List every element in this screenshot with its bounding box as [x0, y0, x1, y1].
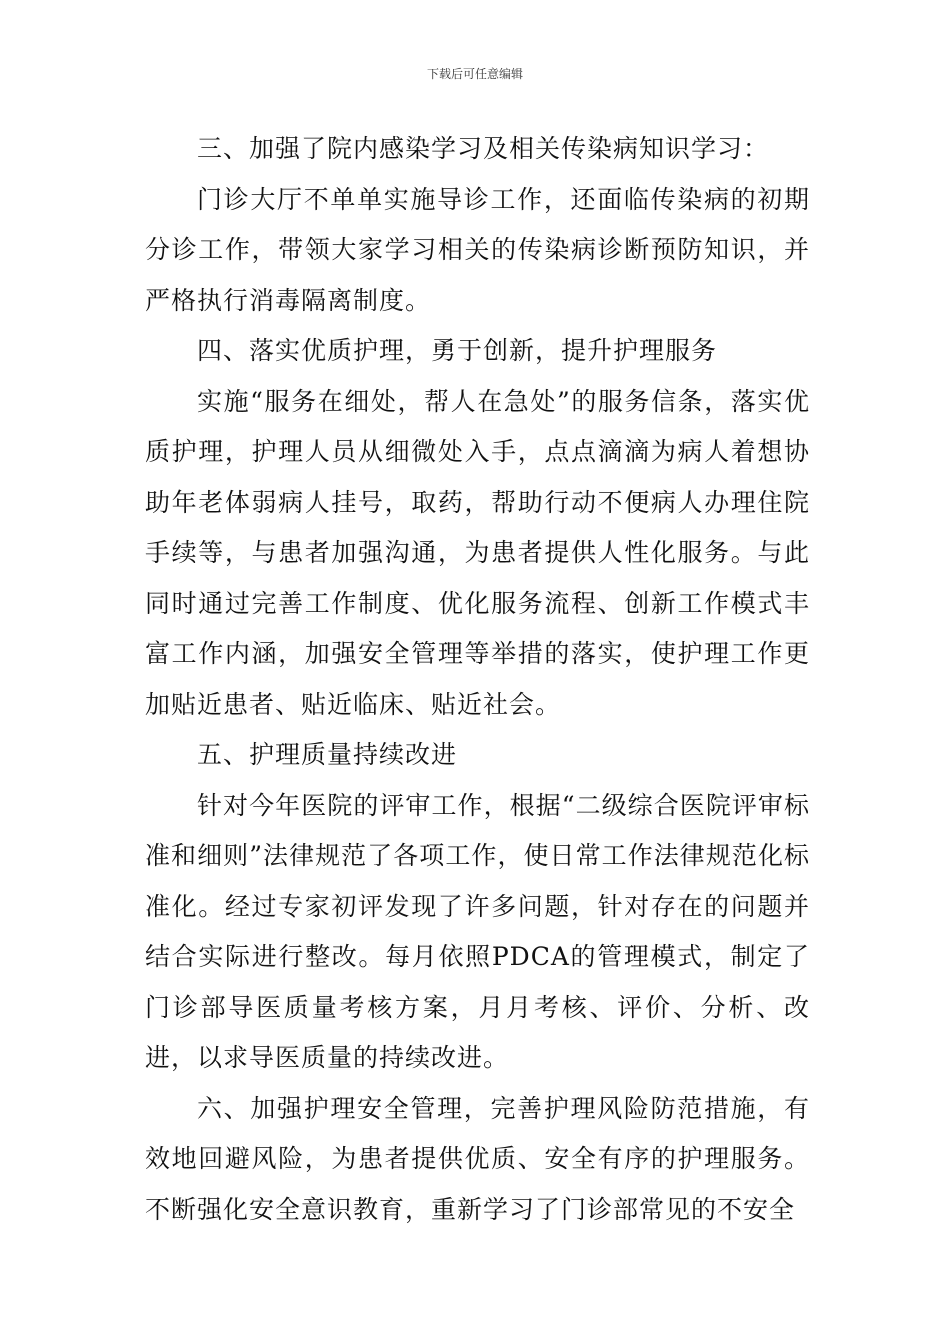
paragraph: 门诊大厅不单单实施导诊工作，还面临传染病的初期分诊工作，带领大家学习相关的传染病诊断预防知识，并严格执行消毒隔离制度。	[145, 184, 810, 315]
section-heading-4: 四、落实优质护理，勇于创新，提升护理服务	[197, 336, 718, 365]
paragraph: 针对今年医院的评审工作，根据“二级综合医院评审标准和细则”法律规范了各项工作，使日常工作法律规范化标准化。经过专家初评发现了许多问题，针对存在的问题并结合实际进行整改。每月依照PDCA的管理模式，制定了门诊部导医质量考核方案，月月考核、评价、分析、改进，以求导医质量的持续改进。	[145, 790, 810, 1072]
page-header-note: 下载后可任意编辑	[426, 67, 523, 81]
section-heading-5: 五、护理质量持续改进	[197, 740, 458, 769]
section-heading-3: 三、加强了院内感染学习及相关传染病知识学习：	[197, 134, 770, 163]
paragraph: 实施“服务在细处，帮人在急处”的服务信条，落实优质护理，护理人员从细微处入手，点点滴滴为病人着想协助年老体弱病人挂号，取药，帮助行动不便病人办理住院手续等，与患者加强沟通，为患者提供人性化服务。与此同时通过完善工作制度、优化服务流程、创新工作模式丰富工作内涵，加强安全管理等举措的落实，使护理工作更加贴近患者、贴近临床、贴近社会。	[145, 386, 810, 719]
document-body	[145, 124, 810, 1235]
paragraph: 六、加强护理安全管理，完善护理风险防范措施，有效地回避风险，为患者提供优质、安全有序的护理服务。不断强化安全意识教育，重新学习了门诊部常见的不安全	[145, 1093, 810, 1224]
